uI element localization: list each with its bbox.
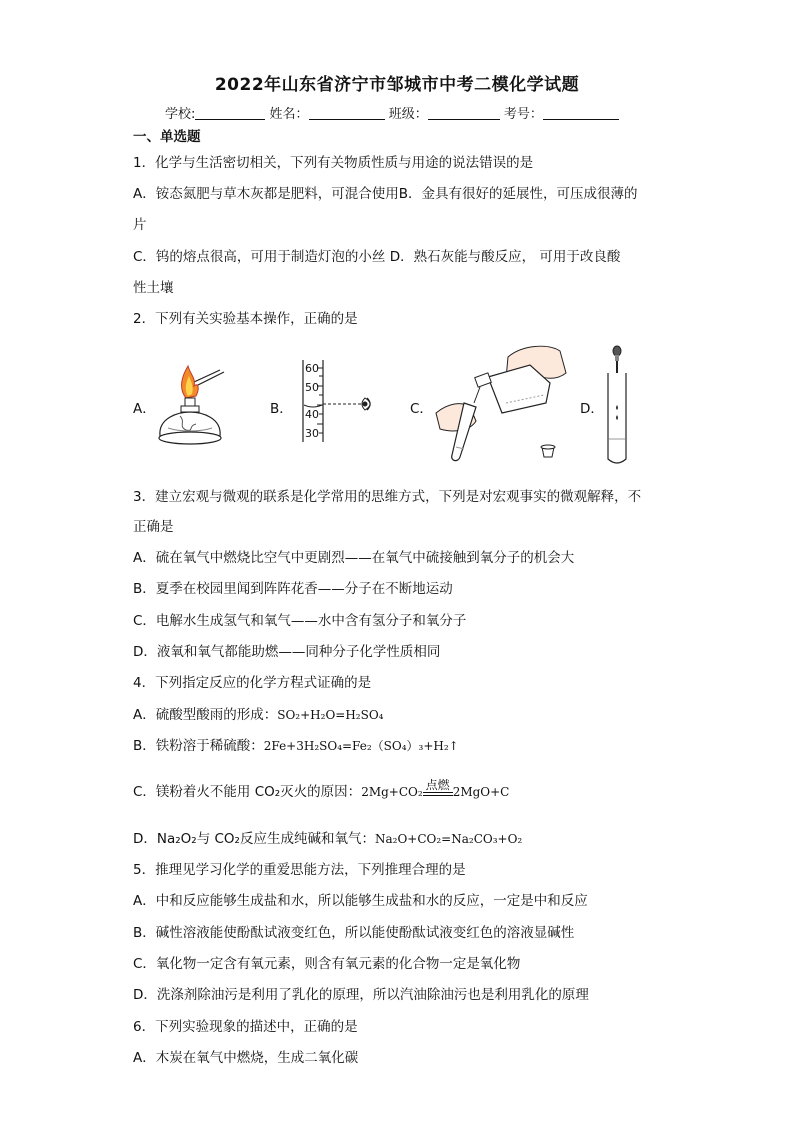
pouring-liquid-figure (430, 343, 570, 468)
q3-stem-line2: 正确是 (133, 519, 174, 535)
q2-option-d-label: D． (580, 401, 604, 417)
q3-option-b: B．夏季在校园里闻到阵阵花香——分子在不断地运动 (133, 581, 453, 597)
class-blank[interactable] (428, 106, 500, 120)
q5-option-c: C．氧化物一定含有氧元素，则含有氧元素的化合物一定是氧化物 (133, 956, 521, 972)
name-label: 姓名： (269, 107, 309, 122)
q4-stem: 4．下列指定反应的化学方程式证确的是 (133, 675, 372, 691)
tick-40: 40 (305, 408, 319, 421)
q4-option-d-equation: Na₂O+CO₂=Na₂CO₃+O₂ (374, 832, 523, 846)
q4-option-b (133, 734, 459, 754)
condition-label: 点燃 (425, 778, 450, 792)
q5-option-a: A．中和反应能够生成盐和水，所以能够生成盐和水的反应，一定是中和反应 (133, 893, 588, 909)
q1-line3: C．钨的熔点很高，可用于制造灯泡的小丝 D．熟石灰能与酸反应， 可用于改良酸 (133, 249, 621, 265)
school-blank[interactable] (195, 106, 265, 120)
q3-stem-line1: 3．建立宏观与微观的联系是化学常用的思维方式，下列是对宏观事实的微观解释，不 (133, 489, 642, 505)
q4-option-c (133, 780, 509, 800)
tick-60: 60 (305, 362, 319, 375)
section-heading: 一、单选题 (133, 129, 201, 145)
alcohol-lamp-figure (150, 360, 230, 450)
q1-line4: 性土壤 (133, 280, 174, 296)
tick-30: 30 (305, 427, 319, 440)
graduated-cylinder-figure (295, 358, 385, 444)
q4-option-c-eq-left: 2Mg+CO₂ (361, 785, 423, 799)
q4-option-a-equation: SO₂+H₂O=H₂SO₄ (277, 708, 384, 722)
student-info-line (165, 103, 619, 122)
q4-option-c-eq-right: 2MgO+C (452, 785, 510, 799)
q6-stem: 6．下列实验现象的描述中，正确的是 (133, 1019, 358, 1035)
q3-option-d: D．液氧和氧气都能助燃——同种分子化学性质相同 (133, 644, 441, 660)
q5-stem: 5．推理见学习化学的重爱思能方法，下列推理合理的是 (133, 862, 466, 878)
number-blank[interactable] (543, 106, 619, 120)
school-label: 学校: (165, 107, 196, 122)
page-title: 2022年山东省济宁市邹城市中考二模化学试题 (214, 75, 580, 95)
q5-option-d: D．洗涤剂除油污是利用了乳化的原理，所以汽油除油污也是利用乳化的原理 (133, 987, 589, 1003)
q2-stem: 2．下列有关实验基本操作，正确的是 (133, 311, 358, 327)
tick-50: 50 (305, 381, 319, 394)
q6-option-a: A．木炭在氧气中燃烧，生成二氧化碳 (133, 1050, 359, 1066)
q1-line2: 片 (133, 217, 147, 233)
q4-option-b-text: B．铁粉溶于稀硫酸： (133, 738, 264, 754)
q4-option-a (133, 703, 384, 723)
q4-option-d (133, 827, 522, 847)
q3-option-a: A．硫在氧气中燃烧比空气中更剧烈——在氧气中硫接触到氧分子的机会大 (133, 550, 575, 566)
q4-option-a-text: A．硫酸型酸雨的形成： (133, 707, 278, 723)
q4-option-b-equation: 2Fe+3H₂SO₄=Fe₂（SO₄）₃+H₂↑ (263, 739, 459, 753)
q1-line1: A．铵态氮肥与草木灰都是肥料，可混合使用B．金具有很好的延展性，可压成很薄的 (133, 186, 638, 202)
q5-option-b: B．碱性溶液能使酚酞试液变红色，所以能使酚酞试液变红色的溶液显碱性 (133, 925, 575, 941)
q2-option-b-label: B． (270, 401, 293, 417)
q1-stem: 1．化学与生活密切相关，下列有关物质性质与用途的说法错误的是 (133, 155, 534, 171)
class-label: 班级： (388, 107, 428, 122)
dropper-test-tube-figure (600, 343, 640, 468)
q2-option-a-label: A． (133, 401, 156, 417)
number-label: 考号： (503, 107, 543, 122)
q4-option-d-text: D．Na₂O₂与 CO₂反应生成纯碱和氧气： (133, 831, 375, 847)
reaction-condition (423, 778, 453, 796)
q2-option-c-label: C． (410, 401, 433, 417)
q4-option-c-text: C．镁粉着火不能用 CO₂灭火的原因： (133, 784, 362, 800)
q3-option-c: C．电解水生成氢气和氧气——水中含有氢分子和氧分子 (133, 613, 467, 629)
name-blank[interactable] (309, 106, 385, 120)
